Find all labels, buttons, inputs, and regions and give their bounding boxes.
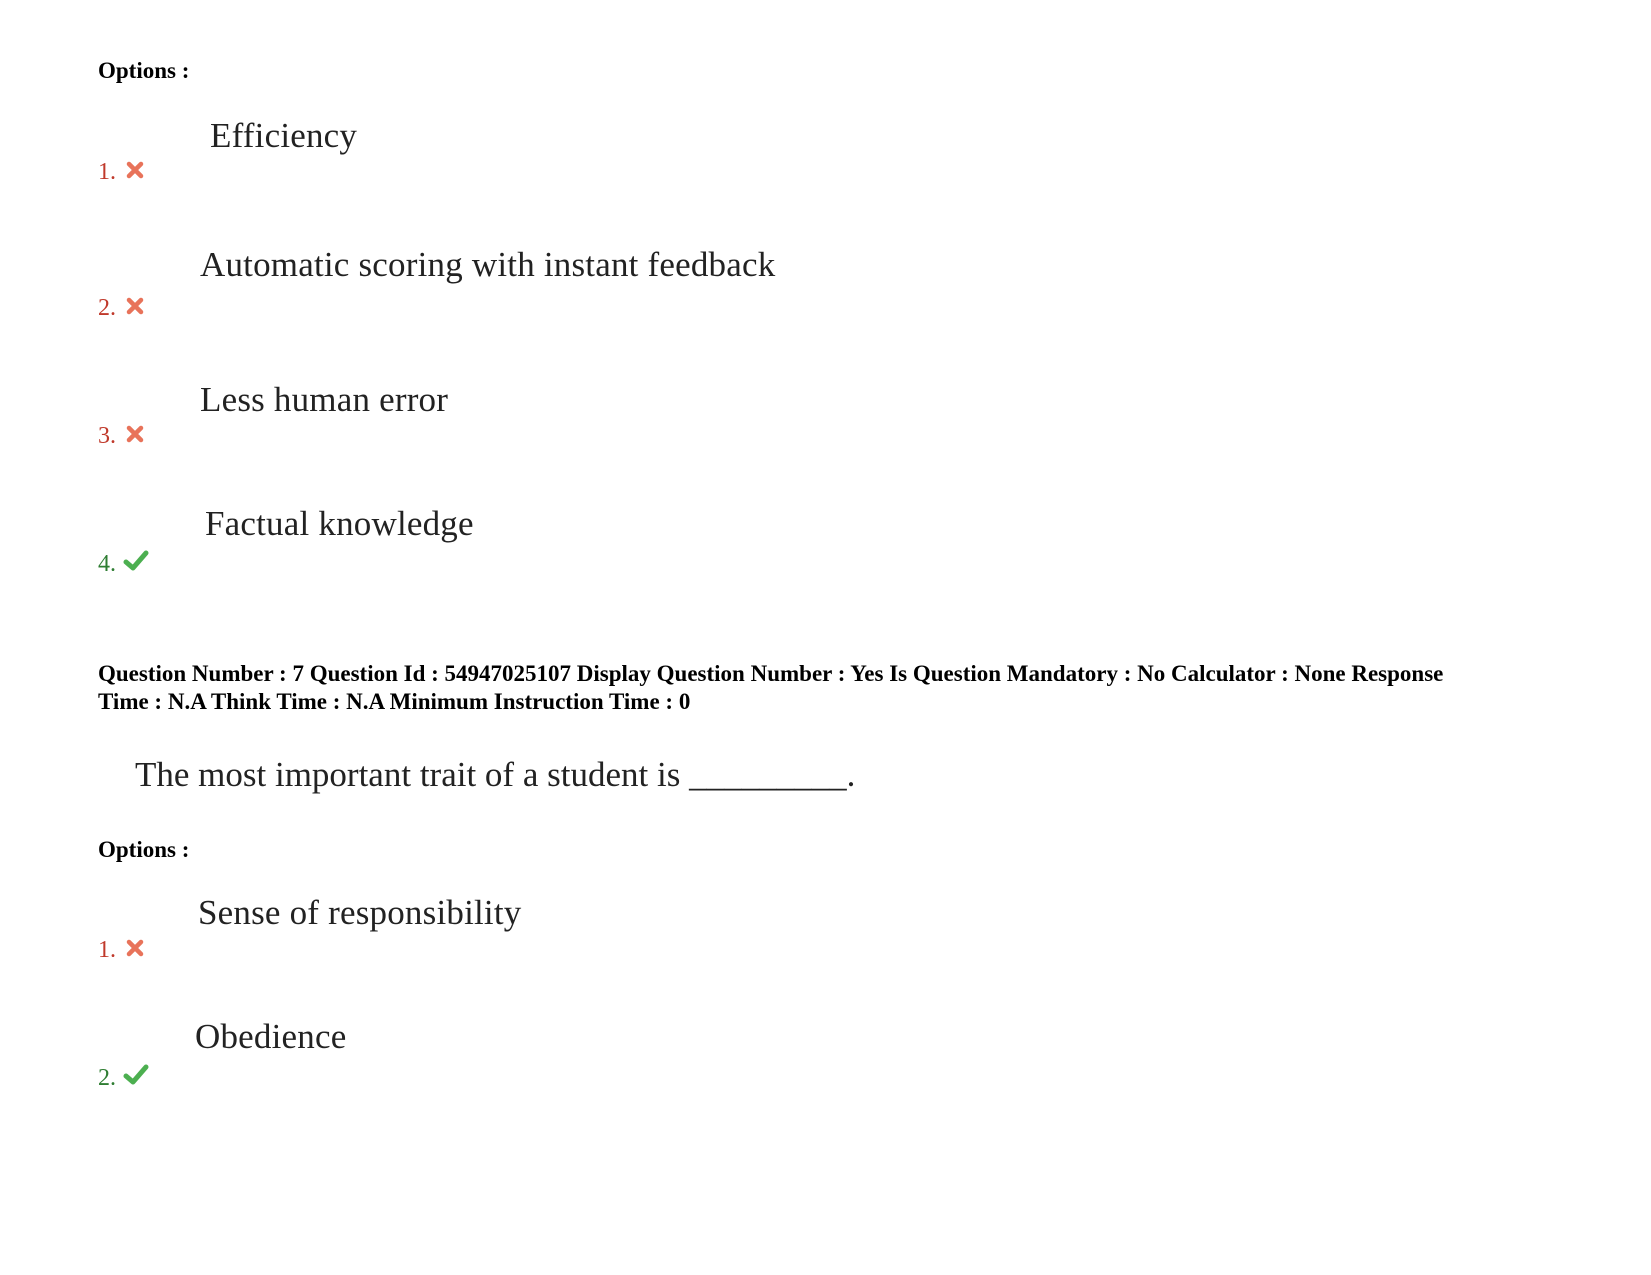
question-text: The most important trait of a student is _________. xyxy=(135,755,856,794)
option-4-text: Factual knowledge xyxy=(205,504,474,543)
q7-option-2-number: 2. xyxy=(98,1065,116,1091)
cross-icon xyxy=(125,296,145,316)
options-label: Options : xyxy=(98,58,190,83)
question-meta-line-2: Time : N.A Think Time : N.A Minimum Instruction Time : 0 xyxy=(98,689,691,714)
question-meta-line-1: Question Number : 7 Question Id : 54947025107 Display Question Number : Yes Is Question Mandatory : No Calculator : None Response xyxy=(98,661,1444,686)
check-icon xyxy=(123,550,149,572)
option-4-number: 4. xyxy=(98,551,116,577)
option-1-text: Efficiency xyxy=(210,116,358,155)
option-3-text: Less human error xyxy=(200,380,449,419)
check-icon xyxy=(123,1064,149,1086)
question-meta xyxy=(98,660,1568,716)
q7-option-1-text: Sense of responsibility xyxy=(198,893,522,932)
cross-icon xyxy=(125,160,145,180)
option-1-number: 1. xyxy=(98,159,116,185)
option-2-number: 2. xyxy=(98,295,116,321)
q7-option-1-number: 1. xyxy=(98,937,116,963)
cross-icon xyxy=(125,424,145,444)
q7-option-2-text: Obedience xyxy=(195,1017,347,1056)
cross-icon xyxy=(125,938,145,958)
option-2-text: Automatic scoring with instant feedback xyxy=(200,245,776,284)
options-label: Options : xyxy=(98,837,190,862)
option-3-number: 3. xyxy=(98,423,116,449)
